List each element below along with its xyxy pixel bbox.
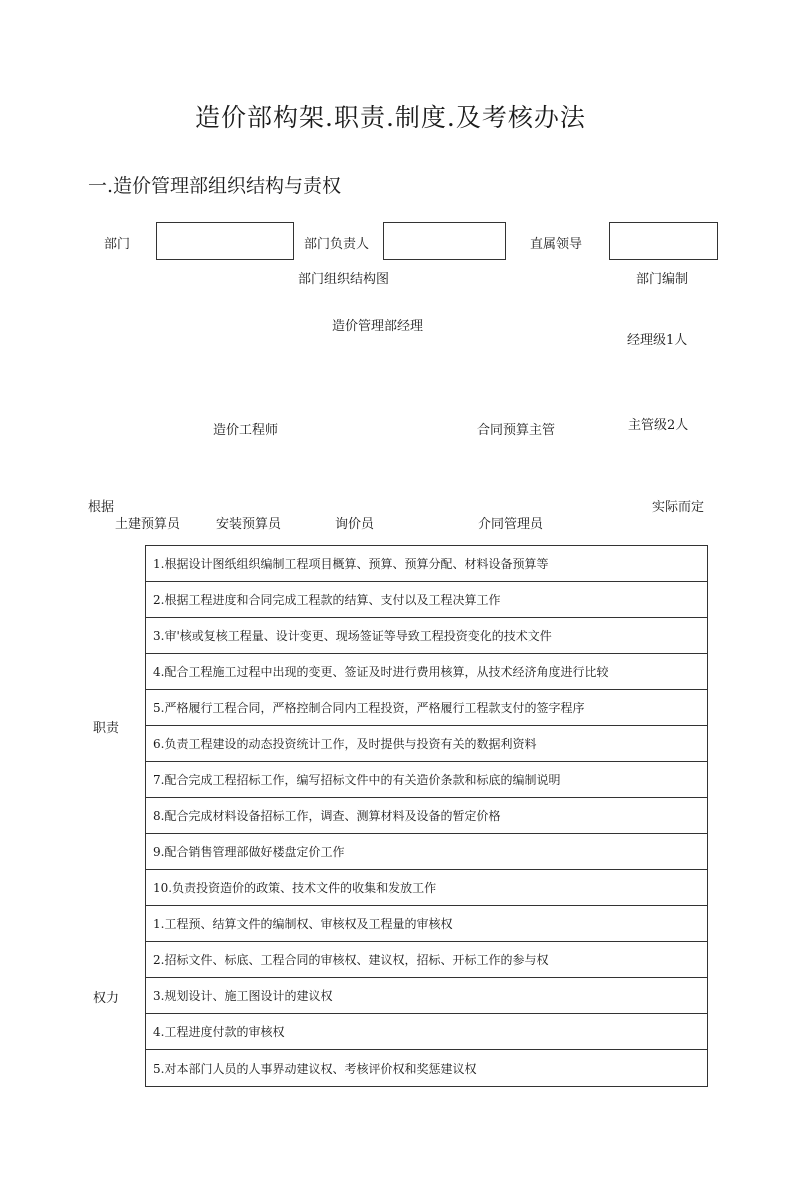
duty-row: 4.配合工程施工过程中出现的变更、签证及时进行费用核算，从技术经济角度进行比较 <box>146 654 707 690</box>
duty-row: 9.配合销售管理部做好楼盘定价工作 <box>146 834 707 870</box>
duty-row: 8.配合完成材料设备招标工作，调查、测算材料及设备的暂定价格 <box>146 798 707 834</box>
dept-head-label: 部门负责人 <box>304 237 370 252</box>
duty-row: 5.严格履行工程合同，严格控制合同内工程投资，严格履行工程款支付的签字程序 <box>146 690 707 726</box>
org-node-staff: 土建预算员 <box>115 517 181 532</box>
dept-box <box>156 222 294 260</box>
power-row: 4.工程进度付款的审核权 <box>146 1014 707 1050</box>
duty-row: 3.审'核或复核工程量、设计变更、现场签证等导致工程投资变化的技术文件 <box>146 618 707 654</box>
dept-label: 部门 <box>104 237 131 252</box>
section-heading: 一.造价管理部组织结构与责权 <box>88 175 342 197</box>
manager-count: 经理级1人 <box>627 333 688 348</box>
page-title: 造价部构架.职责.制度.及考核办法 <box>195 103 586 132</box>
dept-head-box <box>383 222 506 260</box>
org-node-engineer: 造价工程师 <box>213 423 279 438</box>
power-row: 5.对本部门人员的人事界动建议权、考核评价权和奖惩建议权 <box>153 1061 477 1076</box>
org-chart-caption: 部门组织结构图 <box>298 272 390 287</box>
duty-row: 7.配合完成工程招标工作，编写招标文件中的有关造价条款和标底的编制说明 <box>146 762 707 798</box>
power-row: 1.工程预、结算文件的编制权、审核权及工程量的审核权 <box>146 906 707 942</box>
duty-row: 1.根据设计图纸组织编制工程项目概算、预算、预算分配、材料设备预算等 <box>146 546 707 582</box>
org-node-manager: 造价管理部经理 <box>332 319 424 334</box>
supervisor-count: 主管级2人 <box>628 418 689 433</box>
basis-left: 根据 <box>88 500 115 515</box>
power-row: 3.规划设计、施工图设计的建议权 <box>146 978 707 1014</box>
direct-leader-label: 直属领导 <box>530 237 583 252</box>
org-node-contract-supervisor: 合同预算主管 <box>477 423 556 438</box>
direct-leader-box <box>609 222 718 260</box>
org-node-staff: 安装预算员 <box>216 517 282 532</box>
basis-right: 实际而定 <box>652 500 705 515</box>
duty-row: 10.负责投资造价的政策、技术文件的收集和发放工作 <box>146 870 707 906</box>
duties-table <box>145 545 708 1087</box>
staffing-caption: 部门编制 <box>636 272 689 287</box>
org-node-staff: 介同管理员 <box>478 517 544 532</box>
power-row: 2.招标文件、标底、工程合同的审核权、建议权，招标、开标工作的参与权 <box>146 942 707 978</box>
duty-row: 6.负责工程建设的动态投资统计工作，及时提供与投资有关的数据利资料 <box>146 726 707 762</box>
org-node-staff: 询价员 <box>335 517 375 532</box>
powers-label: 权力 <box>93 991 120 1006</box>
duty-row: 2.根据工程进度和合同完成工程款的结算、支付以及工程决算工作 <box>146 582 707 618</box>
responsibilities-label: 职责 <box>93 721 120 736</box>
